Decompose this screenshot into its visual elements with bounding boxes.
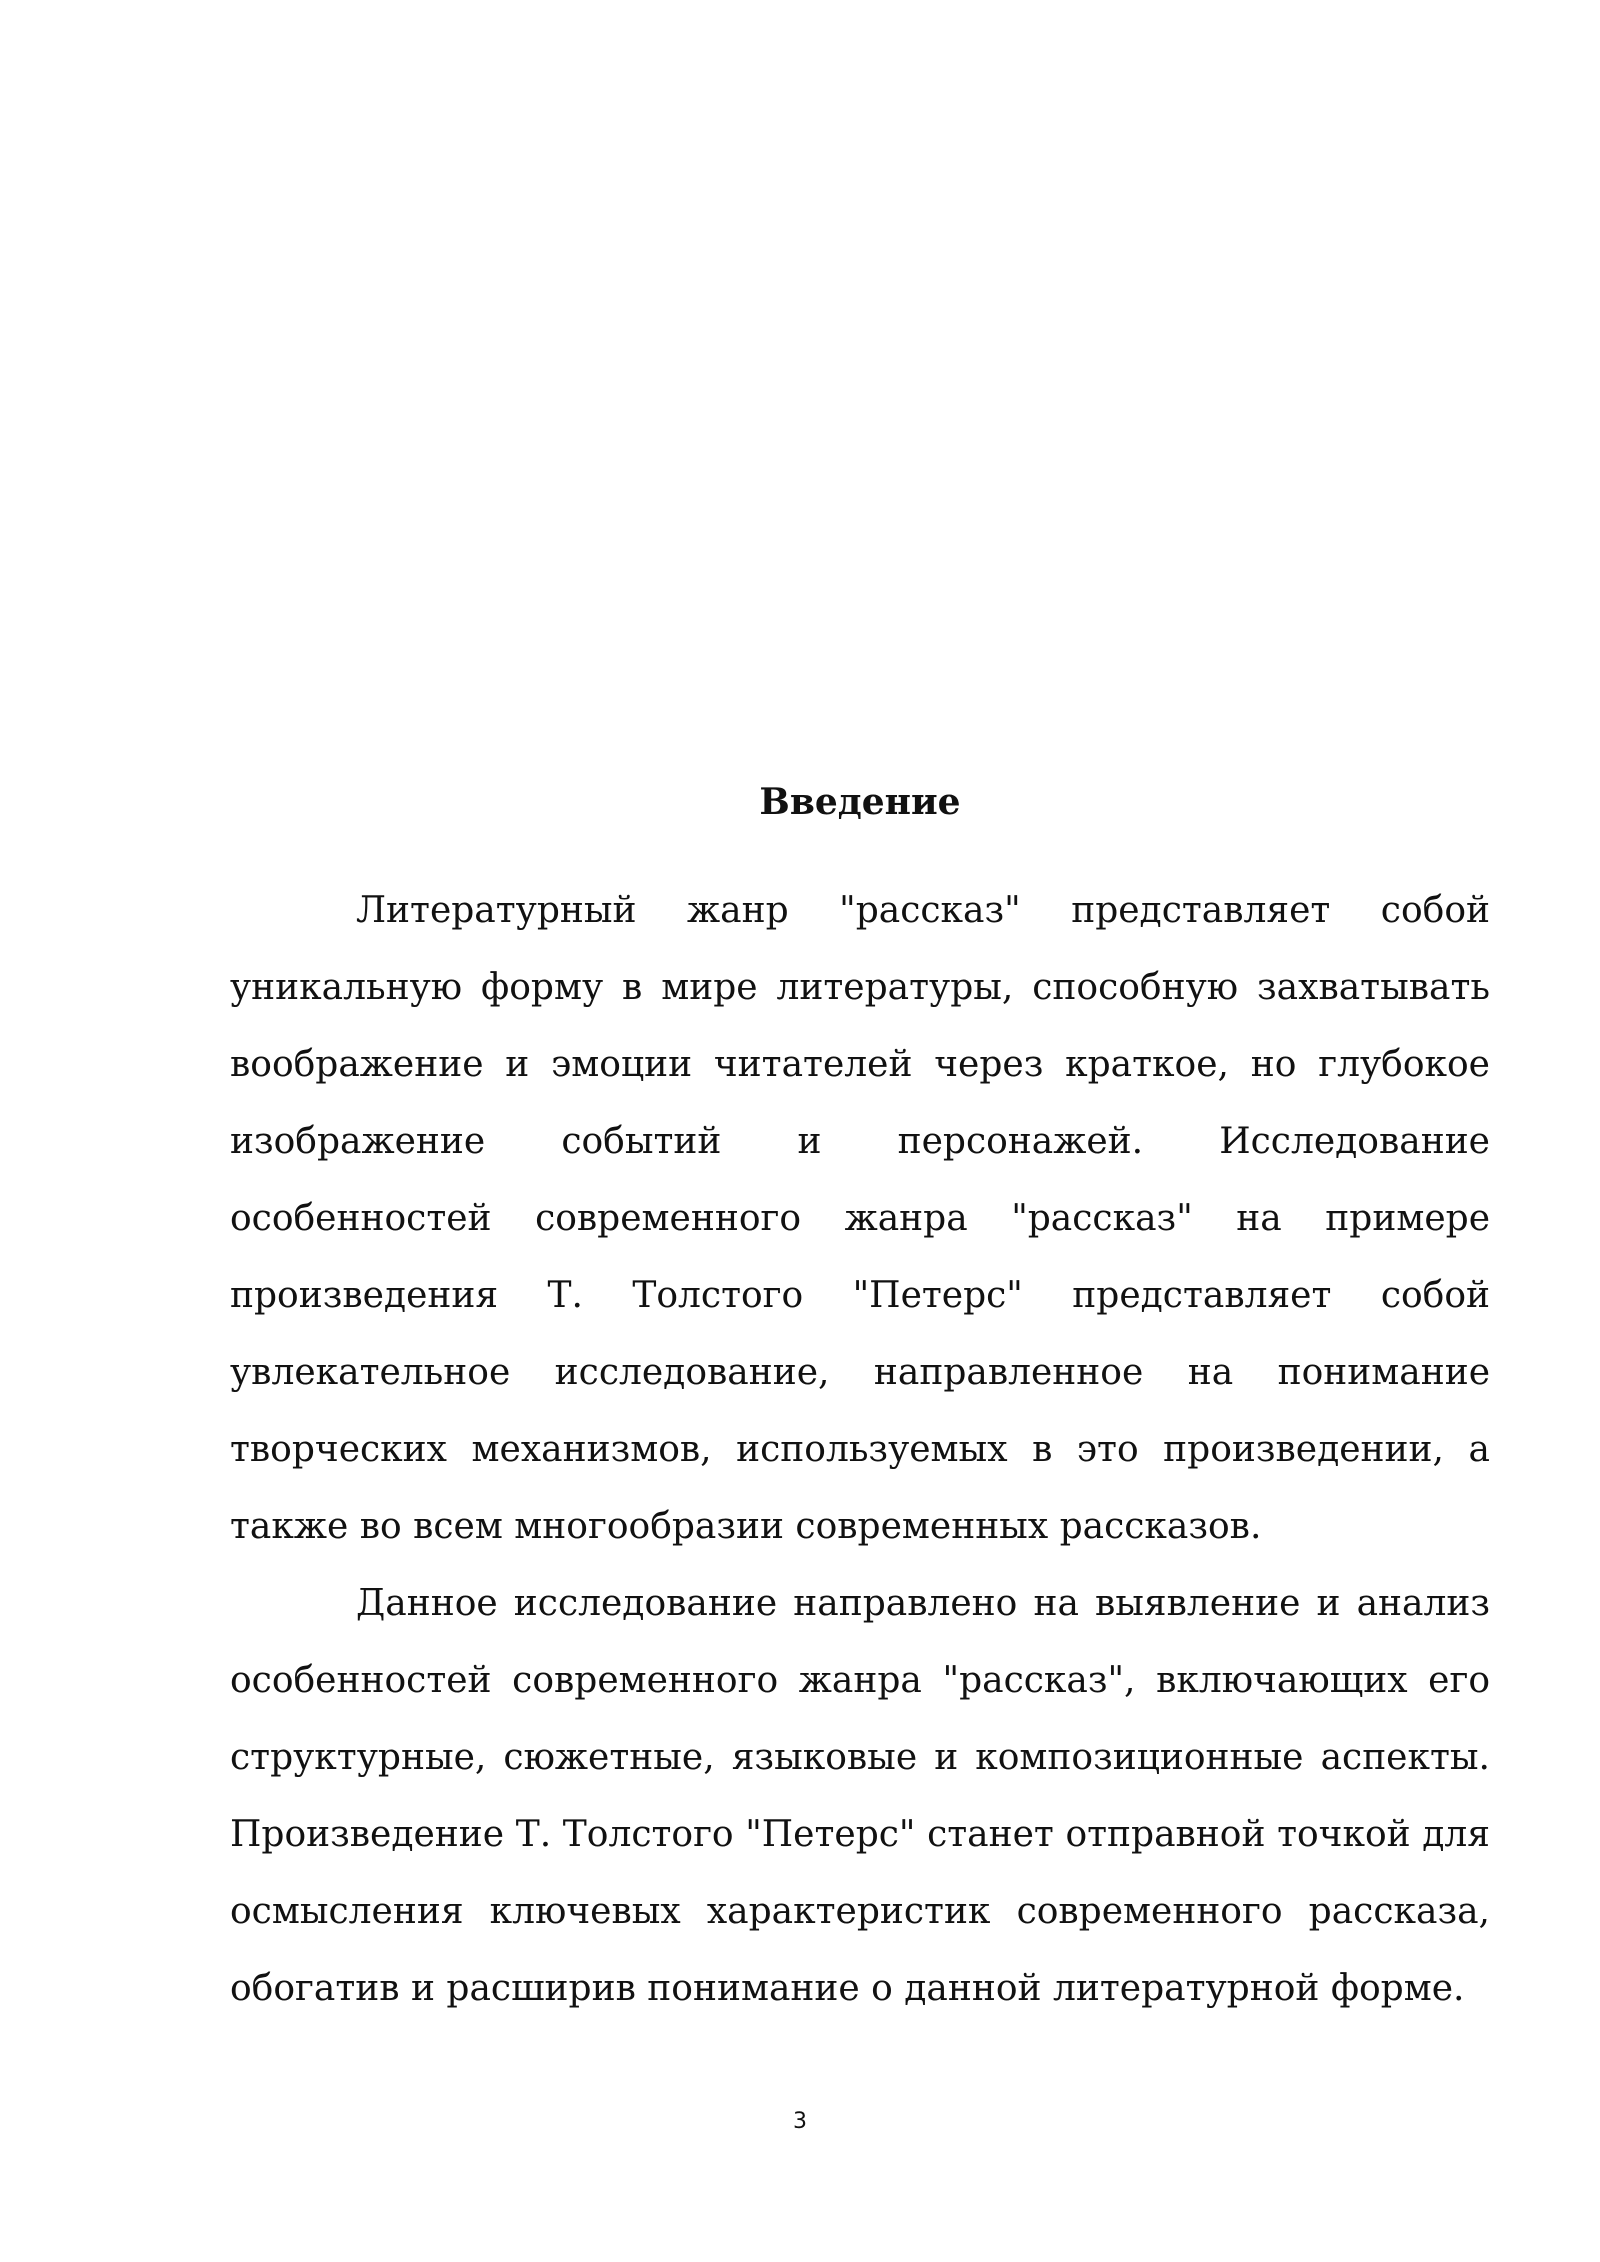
body-text	[230, 872, 1490, 2027]
paragraph-1: Литературный жанр "рассказ" представляет собой уникальную форму в мире литературы, способную захватывать воображение и эмоции читателей через краткое, но глубокое изображение событий и персонажей. Исследование особенностей современного жанра "рассказ" на примере произведения Т. Толстого "Петерс" представляет собой увлекательное исследование, направленное на понимание творческих механизмов, используемых в это произведении, а также во всем многообразии современных рассказов.	[230, 890, 1490, 1547]
section-heading: Введение	[759, 781, 961, 823]
page-number: 3	[793, 2109, 807, 2134]
paragraph-2: Данное исследование направлено на выявление и анализ особенностей современного жанра "рассказ", включающих его структурные, сюжетные, языковые и композиционные аспекты. Произведение Т. Толстого "Петерс" станет отправной точкой для осмысления ключевых характеристик современного рассказа, обогатив и расширив понимание о данной литературной форме.	[230, 1583, 1490, 2009]
